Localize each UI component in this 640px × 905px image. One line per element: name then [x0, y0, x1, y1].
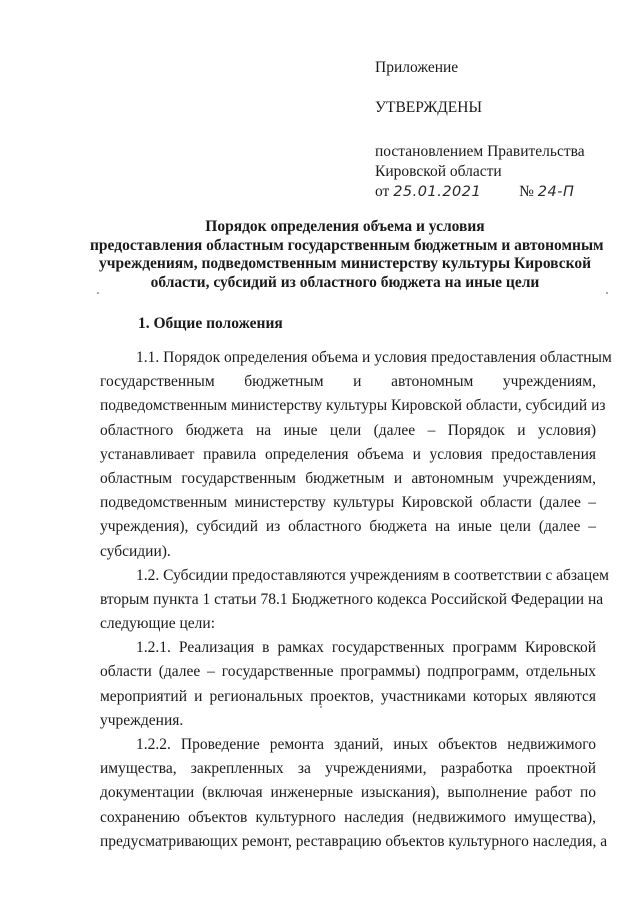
text-line: области (далее – государственные программы) подпрограмм, отдельных	[100, 663, 596, 681]
text-line: подведомственным министерству культуры Кировской области, субсидий из	[100, 397, 606, 415]
scan-speck	[97, 292, 99, 294]
text-line: документации (включая инженерные изыскания), выполнение работ по	[100, 784, 596, 802]
text-line: подведомственным министерству культуры Кировской области (далее –	[100, 494, 596, 512]
text-line: сохранению объектов культурного наследия (недвижимого имущества),	[100, 808, 596, 826]
paragraph-1-2	[100, 564, 609, 637]
paragraph-1-1	[100, 346, 612, 564]
title-line-3: учреждениям, подведомственным министерству культуры Кировской	[98, 255, 592, 272]
title-line-1: Порядок определения объема и условия	[205, 218, 485, 235]
title-line-4: области, субсидий из областного бюджета на иные цели	[150, 273, 540, 291]
approved-label: УТВЕРЖДЕНЫ	[375, 99, 482, 116]
appendix-label: Приложение	[375, 59, 459, 76]
body-text	[100, 346, 612, 854]
date-prefix: от	[375, 183, 390, 200]
text-line: областного бюджета на иные цели (далее – Порядок и условия)	[100, 421, 596, 439]
text-line: 1.1. Порядок определения объема и условия предоставления областным	[136, 349, 612, 366]
text-line: 1.2.1. Реализация в рамках государственных программ Кировской	[136, 639, 596, 657]
approval-block	[375, 58, 625, 202]
number-prefix: №	[519, 183, 534, 200]
text-line: субсидии).	[100, 542, 171, 560]
title-line-2: предоставления областным государственным бюджетным и автономным	[90, 236, 604, 254]
handwritten-date: 25.01.2021	[393, 184, 482, 200]
section-heading-general: 1. Общие положения	[138, 315, 283, 332]
text-line: вторым пункта 1 статьи 78.1 Бюджетного кодекса Российской Федерации на	[100, 590, 604, 608]
text-line: учреждения.	[100, 711, 184, 729]
resolution-line-2: Кировской области	[375, 163, 502, 180]
text-line: 1.2. Субсидии предоставляются учреждениям в соответствии с абзацем	[136, 566, 609, 584]
document-title	[90, 218, 604, 292]
text-line: областным государственным бюджетным и автономным учреждениям,	[100, 469, 596, 487]
scan-speck	[606, 292, 608, 294]
scan-speck	[320, 706, 322, 708]
text-line: 1.2.2. Проведение ремонта зданий, иных объектов недвижимого	[136, 736, 596, 753]
text-line: устанавливает правила определения объема и условия предоставления	[100, 445, 596, 463]
text-line: учреждения), субсидий из областного бюджета на иные цели (далее –	[100, 518, 596, 536]
handwritten-number: 24-П	[537, 184, 575, 200]
text-line: предусматривающих ремонт, реставрацию объектов культурного наследия, а	[100, 832, 608, 850]
paragraph-1-2-1	[100, 636, 596, 733]
resolution-line-1: постановлением Правительства	[375, 143, 585, 160]
date-number-line	[375, 182, 625, 202]
text-line: имущества, закрепленных за учреждениями, разработка проектной	[100, 760, 596, 778]
text-line: государственным бюджетным и автономным учреждениям,	[100, 373, 596, 391]
paragraph-1-2-2	[100, 733, 608, 854]
text-line: следующие цели:	[100, 615, 216, 633]
text-line: мероприятий и региональных проектов, участниками которых являются	[100, 687, 596, 705]
